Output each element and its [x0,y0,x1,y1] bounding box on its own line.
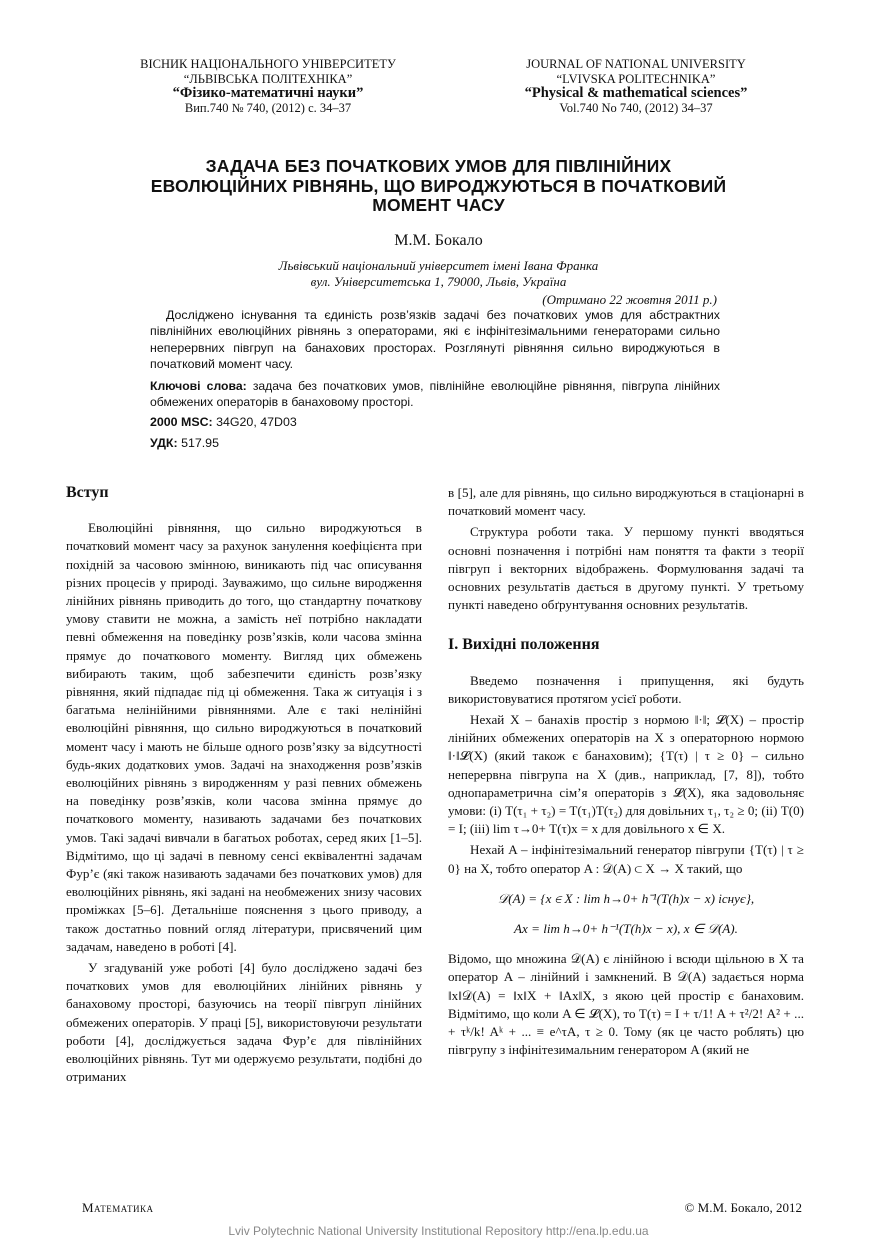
title-line2: ЕВОЛЮЦІЙНИХ РІВНЯНЬ, ЩО ВИРОДЖУЮТЬСЯ В ПОЧАТКОВИЙ [150,175,727,196]
paper-title [120,157,757,216]
affiliation [0,258,877,290]
header-left-series: “Фізико-математичні науки” [172,85,364,101]
section1-paragraph-1: Введемо позначення і припущення, які будуть використовуватися протягом усієї роботи. [448,672,804,706]
udk-label: УДК: [150,436,178,450]
intro-paragraph-4: Структура роботи така. У першому пункті вводяться основні позначення і потрібні нам поняття та факти з теорії півгруп і векторних відображень. Формулювання задачі та основних результатів дається в другому пункті. У третьому пункті наведено обґрунтування основних результатів. [448,524,804,613]
footer-copyright: © М.М. Бокало, 2012 [684,1200,802,1215]
header-right-line1: JOURNAL OF NATIONAL UNIVERSITY [526,57,746,71]
left-column [66,484,422,1090]
affiliation-line2: вул. Університетська 1, 79000, Львів, Україна [310,274,567,289]
section-heading-1: I. Вихідні положення [448,636,600,654]
header-left-issue: Вип.740 № 740, (2012) с. 34–37 [184,100,352,115]
keywords-label: Ключові слова: [150,379,247,393]
intro-paragraph-3: в [5], але для рівнянь, що сильно вироджуються в стаціонарні в початковий момент часу. [448,485,804,519]
affiliation-line1: Львівський національний університет імені Івана Франка [278,258,599,273]
journal-header-english [456,57,816,115]
abstract [150,307,720,372]
repository-watermark: Lviv Polytechnic National University Institutional Repository http://ena.lp.edu.ua [228,1224,649,1238]
msc-label: 2000 MSC: [150,415,213,429]
right-column [448,484,804,1062]
intro-paragraph-1: Еволюційні рівняння, що сильно вироджуються в початковий момент часу за рахунок занулення коефіцієнта при похідній за часовою змінною, виникають під час описування різних процесів у природі. Зауважимо, що сильне виродження лінійних рівнянь приводить до того, що стандартну початкову умову ставити не можна, а замість неї потрібно накладати певні обмеження на поведінку розв’язків, коли часова змінна прямує до початкового моменту. Вигляд цих обмежень вибирають таким, щоб забезпечити єдиність розв’язку рівняння, який підпадає під ці обмеження. Така ж ситуація і з багатьма нелінійними рівняннями. Але є такі нелінійні еволюційні рівняння, що сильно вироджуються в початковий момент часу і мають не більше одного розв’язку за відсутності будь-яких додаткових умов. Задачі на знаходження розв’язків еволюційних рівнянь з виродженням у разі певних обмежень на поведінку розв’язків, коли часова змінна прямує до початкового моменту, називають задачами без початкових умов. Такі задачі вивчали в багатьох роботах, серед яких [1–5]. Відмітимо, що ці задачі в певному сенсі еквівалентні задачам Фур’є (які також називають задачами без початкових умов) для еволюційних рівнянь, які задані на необмежених знизу часових проміжках [5–6]. Детальніше пояснення з цього приводу, а також достатньо повний огляд літератури, присвячений цим задачам, наведено в роботі [4]. [66,520,422,954]
keywords-text: задача без початкових умов, півлінійне еволюційне рівняння, півгрупа лінійних обмежених операторів в банаховому просторі. [150,379,720,410]
journal-header-ukrainian [88,57,448,115]
footer-section-name: Математика [82,1200,154,1215]
formula-generator: Ax = lim h→0+ h⁻¹(T(h)x − x), x ∈ 𝒟(A). [514,921,738,937]
header-left-line2: “ЛЬВІВСЬКА ПОЛІТЕХНІКА” [183,71,353,86]
section-heading-intro: Вступ [66,484,109,501]
header-right-line2: “LVIVSKA POLITECHNIKA” [556,71,716,86]
section1-paragraph-2: Нехай X – банахів простір з нормою ‖·‖; 𝓛(X) – простір лінійних обмежених операторів на X з операторною нормою ‖·‖𝓛(X) (який також є банаховим); {T(τ) | τ ≥ 0} – сильно неперервна півгрупа на X (див., наприклад, [7, 8]), тобто однопараметрична сім’я операторів з 𝓛(X), яка задовольняє умови: (i) T(τ₁ + τ₂) = T(τ₁)T(τ₂) для довільних τ₁, τ₂ ≥ 0; (ii) T(0) = I; (iii) lim τ→0+ T(τ)x = x для довільного x ∈ X. [448,712,804,837]
header-right-series: “Physical & mathematical sciences” [524,85,748,101]
keywords [150,378,720,411]
msc-code [150,415,297,429]
title-line1: ЗАДАЧА БЕЗ ПОЧАТКОВИХ УМОВ ДЛЯ ПІВЛІНІЙНИХ [205,156,672,176]
formula-domain: 𝒟(A) = {x ∈ X : lim h→0+ h⁻¹(T(h)x − x) існує}, [497,890,755,906]
section1-paragraph-3: Нехай A – інфінітезімальний генератор півгрупи {T(τ) | τ ≥ 0} на X, тобто оператор A : 𝒟(A) ⊂ X → X такий, що [448,842,804,876]
udk-code [150,436,219,450]
msc-value: 34G20, 47D03 [216,415,297,429]
header-left-line1: ВІСНИК НАЦІОНАЛЬНОГО УНІВЕРСИТЕТУ [140,57,396,71]
udk-value: 517.95 [181,436,219,450]
header-right-issue: Vol.740 No 740, (2012) 34–37 [559,100,713,115]
intro-paragraph-2: У згадуваній уже роботі [4] було досліджено задачі без початкових умов для еволюційних лінійних рівнянь у банаховому просторі, базуючись на теорії півгруп лінійних обмежених операторів. У праці [5], використовуючи результати роботи [4], досліджується задача Фур’є для півлінійних еволюційних рівнянь. Тут ми одержуємо результати, подібні до отриманих [66,960,422,1085]
author-name: М.М. Бокало [394,232,483,249]
abstract-text: Досліджено існування та єдиність розв’язків задачі без початкових умов для абстрактних півлінійних еволюційних рівнянь з операторами, які є інфінітезімальними генераторами сильно неперервних півгруп на банахових просторах. Розглянуті рівняння сильно вироджуються в початковий момент часу. [150,308,720,371]
title-line3: МОМЕНТ ЧАСУ [372,195,505,215]
received-date: (Отримано 22 жовтня 2011 р.) [542,292,717,307]
section1-paragraph-4: Відомо, що множина 𝒟(A) є лінійною і всюди щільною в X та оператор A – лінійний і замкнений. В 𝒟(A) задається норма ‖x‖𝒟(A) = ‖x‖X + ‖Ax‖X, з якою цей простір є банаховим. Відмітимо, що коли A ∈ 𝓛(X), то T(τ) = I + τ/1! A + τ²/2! A² + ... + τᵏ/k! Aᵏ + ... ≡ e^τA, τ ≥ 0. Тому (як це часто роблять) цю півгрупу з інфінітезимальним генератором A (який не [448,951,804,1058]
